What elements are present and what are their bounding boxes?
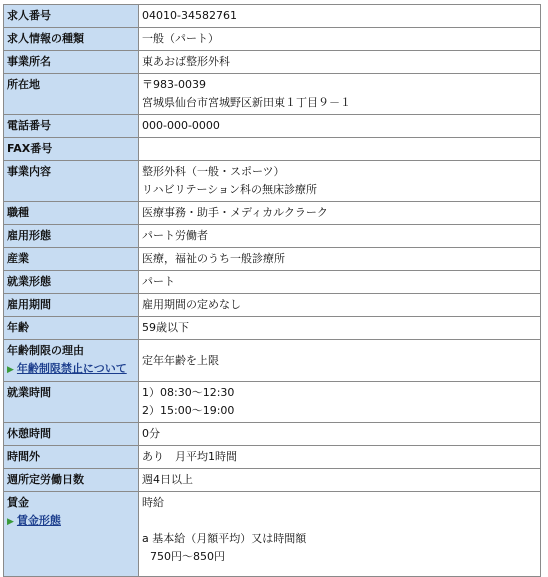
wage-type: 時給 bbox=[142, 496, 164, 509]
label-age-reason bbox=[4, 340, 139, 382]
value-industry: 医療，福祉のうち一般診療所 bbox=[139, 248, 541, 271]
label-hours: 就業時間 bbox=[4, 382, 139, 423]
row-period bbox=[4, 294, 541, 317]
label-overtime: 時間外 bbox=[4, 446, 139, 469]
wage-range: 750円〜850円 bbox=[150, 550, 225, 563]
label-company: 事業所名 bbox=[4, 51, 139, 74]
label-job-number: 求人番号 bbox=[4, 5, 139, 28]
label-days: 週所定労働日数 bbox=[4, 469, 139, 492]
business-line-1: 整形外科（一般・スポーツ） bbox=[142, 165, 285, 178]
row-days bbox=[4, 469, 541, 492]
value-wage bbox=[139, 492, 541, 577]
label-break: 休憩時間 bbox=[4, 423, 139, 446]
row-work-type bbox=[4, 271, 541, 294]
row-fax bbox=[4, 138, 541, 161]
age-reason-title: 年齢制限の理由 bbox=[7, 344, 84, 357]
triangle-right-icon: ▶ bbox=[7, 365, 14, 375]
wage-type-link[interactable]: 賃金形態 bbox=[16, 514, 61, 527]
row-job-number bbox=[4, 5, 541, 28]
wage-title: 賃金 bbox=[7, 496, 29, 509]
row-company bbox=[4, 51, 541, 74]
row-age bbox=[4, 317, 541, 340]
row-employment-type bbox=[4, 225, 541, 248]
row-info-type bbox=[4, 28, 541, 51]
row-occupation bbox=[4, 202, 541, 225]
row-hours bbox=[4, 382, 541, 423]
job-detail-table bbox=[3, 4, 541, 577]
label-phone: 電話番号 bbox=[4, 115, 139, 138]
row-industry bbox=[4, 248, 541, 271]
row-wage bbox=[4, 492, 541, 577]
value-occupation: 医療事務・助手・メディカルクラーク bbox=[139, 202, 541, 225]
street-address: 宮城県仙台市宮城野区新田東１丁目９－１ bbox=[142, 96, 351, 109]
age-limit-link-wrap bbox=[7, 360, 135, 379]
label-fax: FAX番号 bbox=[4, 138, 139, 161]
value-days: 週4日以上 bbox=[139, 469, 541, 492]
value-company: 東あおば整形外科 bbox=[139, 51, 541, 74]
label-wage bbox=[4, 492, 139, 577]
value-job-number: 04010-34582761 bbox=[139, 5, 541, 28]
label-info-type: 求人情報の種類 bbox=[4, 28, 139, 51]
row-break bbox=[4, 423, 541, 446]
wage-spacer bbox=[142, 512, 537, 530]
value-hours bbox=[139, 382, 541, 423]
value-age: 59歳以下 bbox=[139, 317, 541, 340]
postal-code: 〒983-0039 bbox=[142, 78, 206, 91]
value-address bbox=[139, 74, 541, 115]
row-business bbox=[4, 161, 541, 202]
label-occupation: 職種 bbox=[4, 202, 139, 225]
label-period: 雇用期間 bbox=[4, 294, 139, 317]
hours-shift-1: 1）08:30〜12:30 bbox=[142, 386, 235, 399]
row-phone bbox=[4, 115, 541, 138]
wage-detail: a 基本給（月額平均）又は時間額 bbox=[142, 532, 307, 545]
age-limit-link[interactable]: 年齢制限禁止について bbox=[16, 362, 127, 375]
label-business: 事業内容 bbox=[4, 161, 139, 202]
business-line-2: リハビリテーション科の無床診療所 bbox=[142, 183, 318, 196]
label-work-type: 就業形態 bbox=[4, 271, 139, 294]
wage-link-wrap bbox=[7, 512, 135, 531]
value-break: 0分 bbox=[139, 423, 541, 446]
row-address bbox=[4, 74, 541, 115]
hours-shift-2: 2）15:00〜19:00 bbox=[142, 404, 235, 417]
value-business bbox=[139, 161, 541, 202]
triangle-right-icon: ▶ bbox=[7, 517, 14, 527]
value-age-reason: 定年年齢を上限 bbox=[139, 340, 541, 382]
row-age-reason bbox=[4, 340, 541, 382]
value-fax bbox=[139, 138, 541, 161]
value-phone: 000-000-0000 bbox=[139, 115, 541, 138]
label-age: 年齢 bbox=[4, 317, 139, 340]
value-info-type: 一般（パート） bbox=[139, 28, 541, 51]
value-period: 雇用期間の定めなし bbox=[139, 294, 541, 317]
label-employment-type: 雇用形態 bbox=[4, 225, 139, 248]
label-industry: 産業 bbox=[4, 248, 139, 271]
value-employment-type: パート労働者 bbox=[139, 225, 541, 248]
value-overtime: あり 月平均1時間 bbox=[139, 446, 541, 469]
label-address: 所在地 bbox=[4, 74, 139, 115]
row-overtime bbox=[4, 446, 541, 469]
value-work-type: パート bbox=[139, 271, 541, 294]
